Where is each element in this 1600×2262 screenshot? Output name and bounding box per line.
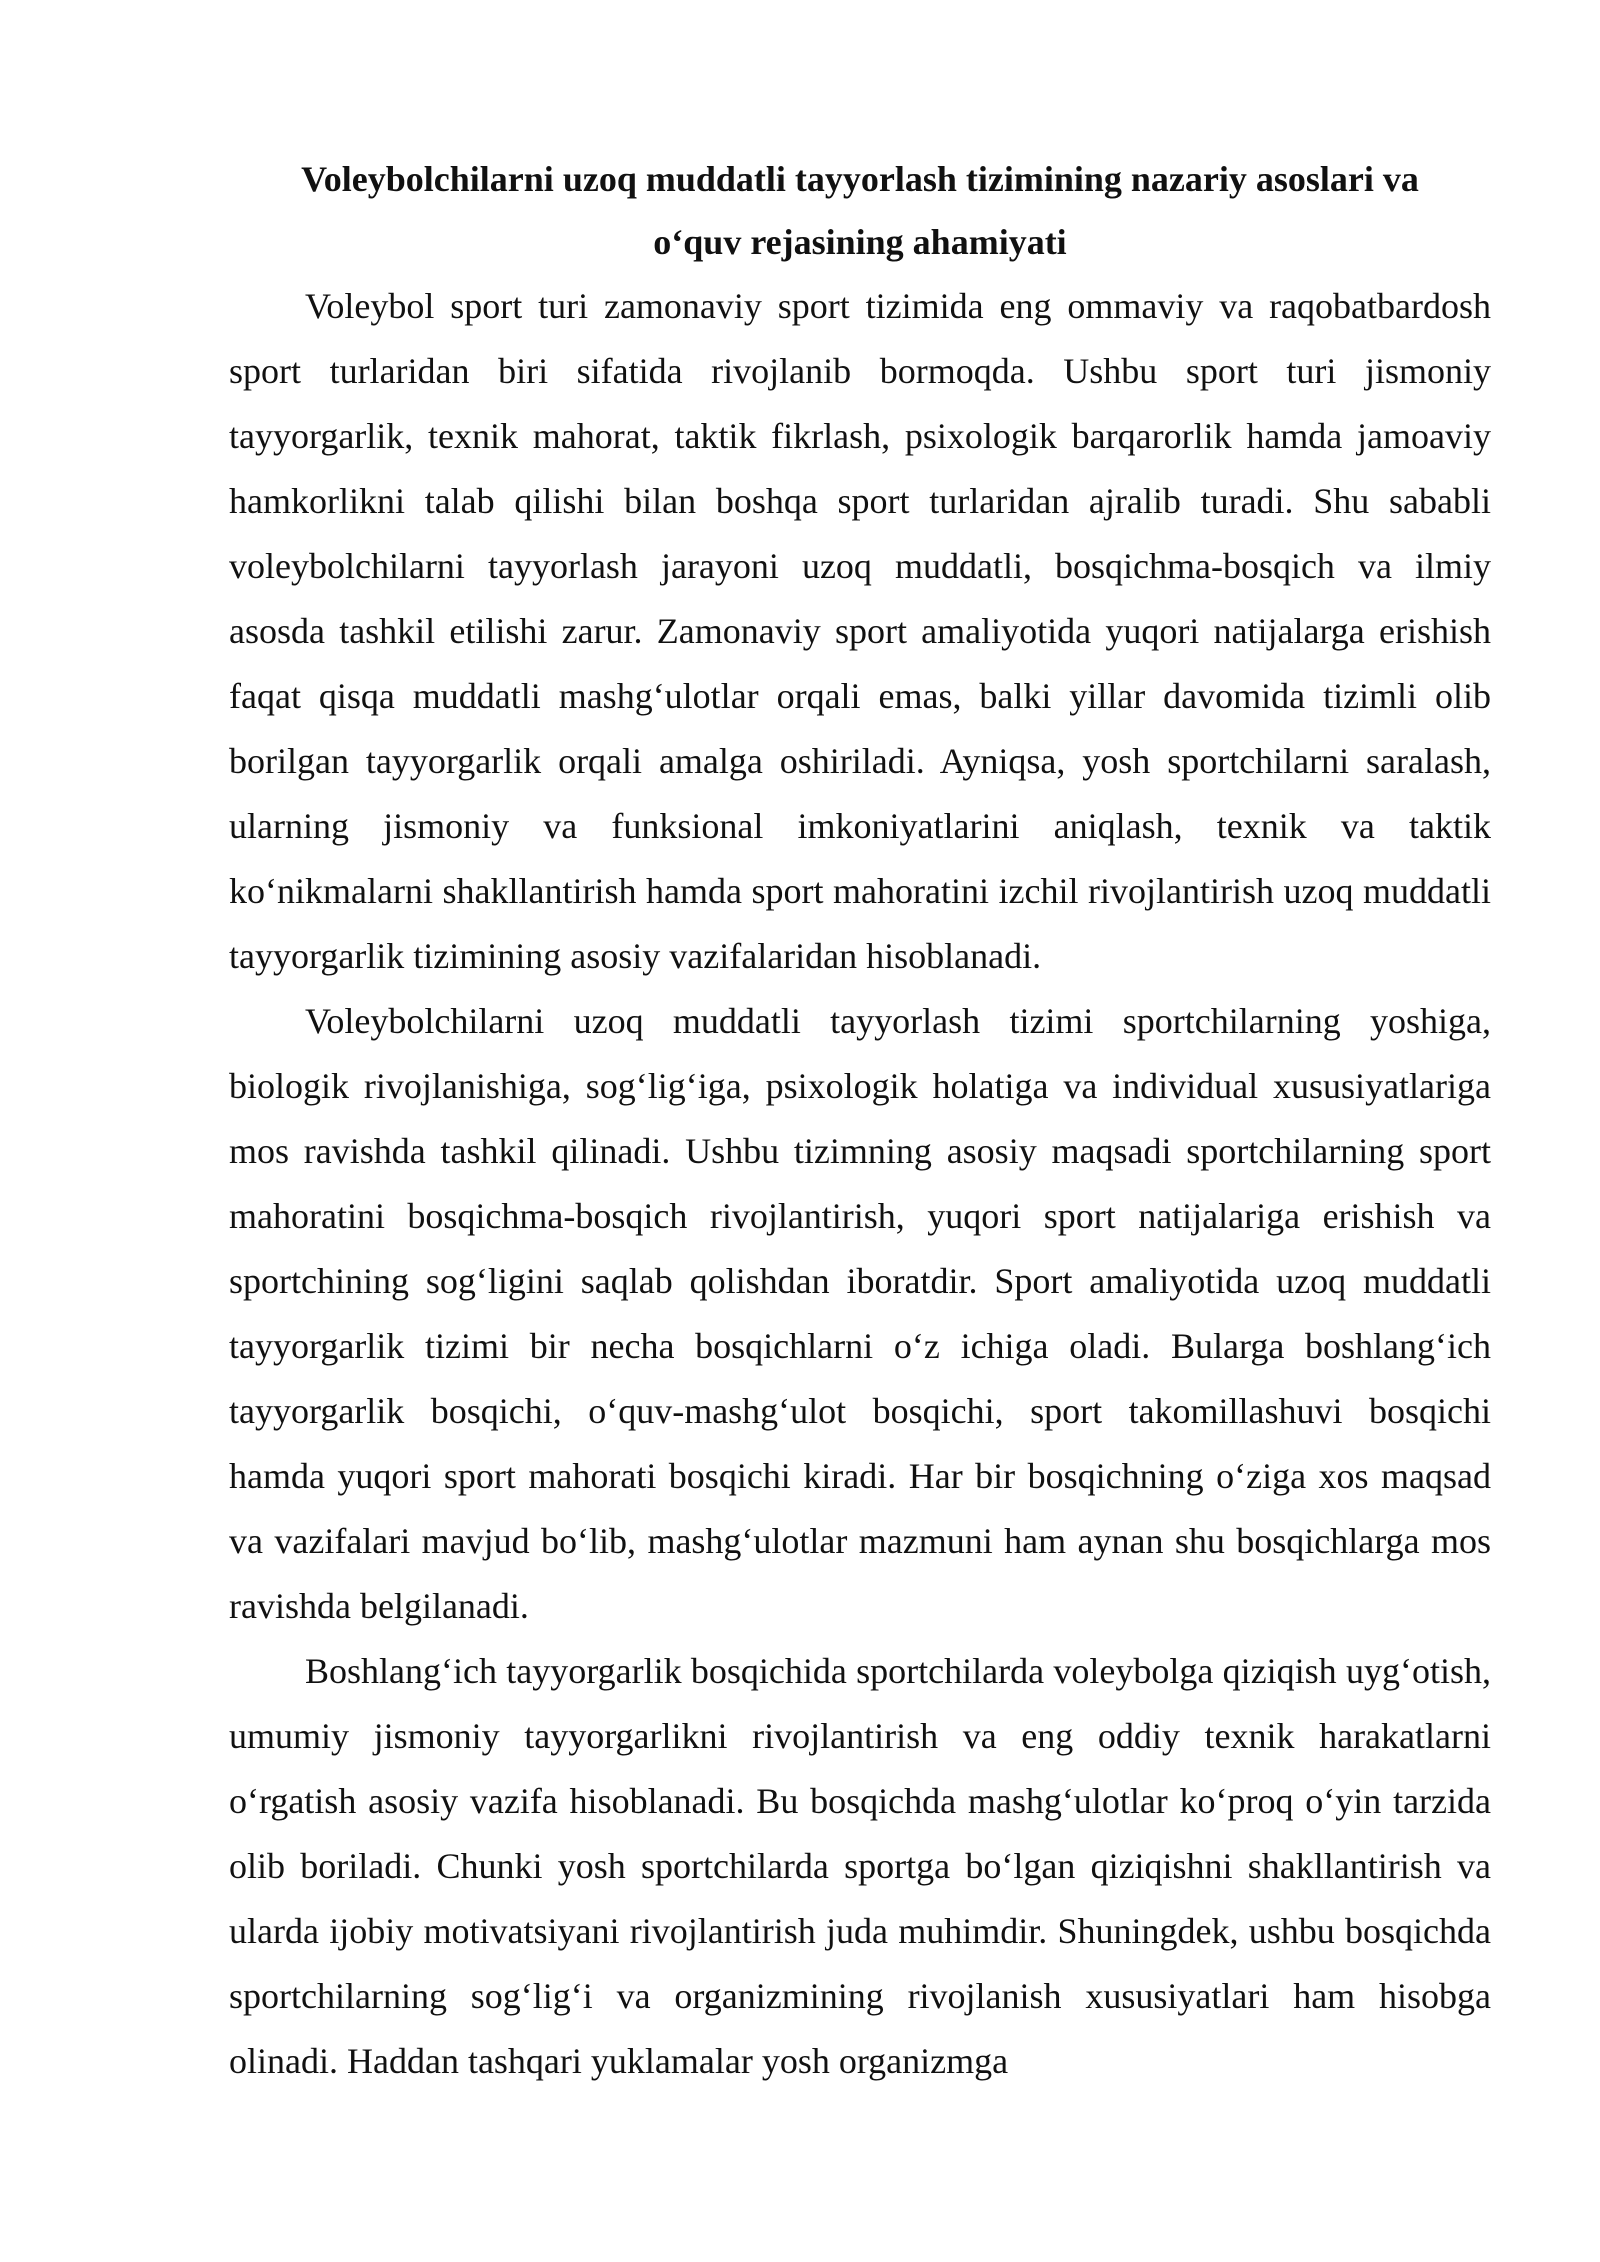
document-title-line-1: Voleybolchilarni uzoq muddatli tayyorlash tizimining nazariy asoslari va [301, 159, 1419, 199]
paragraph-2: Voleybolchilarni uzoq muddatli tayyorlash tizimi sportchilarning yoshiga, biologik rivojlanishiga, sog‘lig‘iga, psixologik holatiga va individual xususiyatlariga mos ravishda tashkil qilinadi. Ushbu tizimning asosiy maqsadi sportchilarning sport mahoratini bosqichma-bosqich rivojlantirish, yuqori sport natijalariga erishish va sportchining sog‘ligini saqlab qolishdan iboratdir. Sport amaliyotida uzoq muddatli tayyorgarlik tizimi bir necha bosqichlarni o‘z ichiga oladi. Bularga boshlang‘ich tayyorgarlik bosqichi, o‘quv-mashg‘ulot bosqichi, sport takomillashuvi bosqichi hamda yuqori sport mahorati bosqichi kiradi. Har bir bosqichning o‘ziga xos maqsad va vazifalari mavjud bo‘lib, mashg‘ulotlar mazmuni ham aynan shu bosqichlarga mos ravishda belgilanadi. [229, 1001, 1491, 1626]
document-body [229, 148, 1491, 2094]
paragraph-3: Boshlang‘ich tayyorgarlik bosqichida sportchilarda voleybolga qiziqish uyg‘otish, umumiy jismoniy tayyorgarlikni rivojlantirish va eng oddiy texnik harakatlarni o‘rgatish asosiy vazifa hisoblanadi. Bu bosqichda mashg‘ulotlar ko‘proq o‘yin tarzida olib boriladi. Chunki yosh sportchilarda sportga bo‘lgan qiziqishni shakllantirish va ularda ijobiy motivatsiyani rivojlantirish juda muhimdir. Shuningdek, ushbu bosqichda sportchilarning sog‘lig‘i va organizmining rivojlanish xususiyatlari ham hisobga olinadi. Haddan tashqari yuklamalar yosh organizmga [229, 1651, 1491, 2081]
document-title-line-2: o‘quv rejasining ahamiyati [653, 222, 1067, 262]
document-title [229, 148, 1491, 274]
paragraph-1: Voleybol sport turi zamonaviy sport tizimida eng ommaviy va raqobatbardosh sport turlaridan biri sifatida rivojlanib bormoqda. Ushbu sport turi jismoniy tayyorgarlik, texnik mahorat, taktik fikrlash, psixologik barqarorlik hamda jamoaviy hamkorlikni talab qilishi bilan boshqa sport turlaridan ajralib turadi. Shu sababli voleybolchilarni tayyorlash jarayoni uzoq muddatli, bosqichma-bosqich va ilmiy asosda tashkil etilishi zarur. Zamonaviy sport amaliyotida yuqori natijalarga erishish faqat qisqa muddatli mashg‘ulotlar orqali emas, balki yillar davomida tizimli olib borilgan tayyorgarlik orqali amalga oshiriladi. Ayniqsa, yosh sportchilarni saralash, ularning jismoniy va funksional imkoniyatlarini aniqlash, texnik va taktik ko‘nikmalarni shakllantirish hamda sport mahoratini izchil rivojlantirish uzoq muddatli tayyorgarlik tizimining asosiy vazifalaridan hisoblanadi. [229, 286, 1491, 976]
